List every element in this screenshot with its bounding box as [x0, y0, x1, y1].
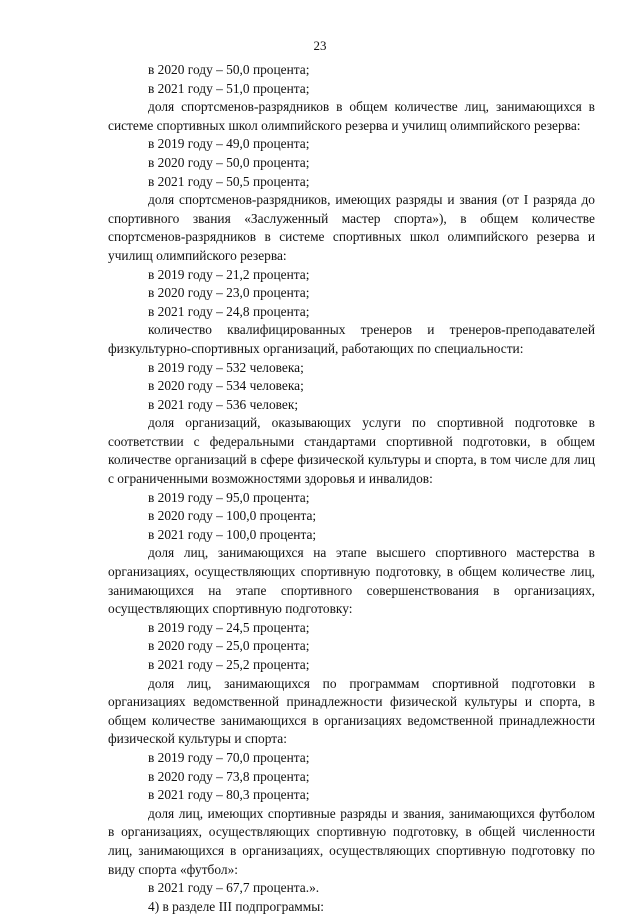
document-body: [108, 61, 595, 916]
list-item: в 2020 году – 25,0 процента;: [148, 638, 310, 654]
paragraph: доля спортсменов-разрядников в общем количестве лиц, занимающихся в системе спортивных школ олимпийского резерва и училищ олимпийского резерва:: [108, 99, 595, 133]
list-item: в 2019 году – 24,5 процента;: [148, 619, 310, 635]
paragraph: доля спортсменов-разрядников, имеющих разряды и звания (от I разряда до спортивного звания «Заслуженный мастер спорта»), в общем количестве спортсменов-разрядников в системе спортивных школ олимпийского резерва и училищ олимпийского резерва:: [108, 192, 595, 263]
list-item: в 2021 году – 536 человек;: [148, 396, 299, 412]
list-item: в 2020 году – 100,0 процента;: [148, 508, 317, 524]
list-item: в 2019 году – 532 человека;: [148, 359, 304, 375]
list-item: в 2021 году – 51,0 процента;: [148, 80, 310, 96]
list-item: в 2020 году – 23,0 процента;: [148, 285, 310, 301]
paragraph: количество квалифицированных тренеров и тренеров-преподавателей физкультурно-спортивных организаций, работающих по специальности:: [108, 322, 595, 356]
paragraph: доля лиц, занимающихся на этапе высшего спортивного мастерства в организациях, осуществляющих спортивную подготовку, в общем количестве лиц, занимающихся на этапе спортивного совершенствования в организациях, осуществляющих спортивную подготовку:: [108, 545, 595, 617]
list-item: в 2020 году – 50,0 процента;: [148, 154, 310, 170]
list-item: в 2020 году – 73,8 процента;: [148, 768, 310, 784]
list-item: в 2019 году – 49,0 процента;: [148, 136, 310, 152]
list-item: в 2019 году – 21,2 процента;: [148, 266, 310, 282]
list-item: в 2021 году – 67,7 процента.».: [148, 880, 320, 896]
list-item: в 2019 году – 95,0 процента;: [148, 489, 310, 505]
paragraph: доля организаций, оказывающих услуги по спортивной подготовке в соответствии с федеральными стандартами спортивной подготовки, в общем количестве организаций в сфере физической культуры и спорта, в том числе для лиц с ограниченными возможностями здоровья и инвалидов:: [108, 415, 595, 487]
list-item: в 2019 году – 70,0 процента;: [148, 749, 310, 765]
list-item: в 2021 году – 25,2 процента;: [148, 657, 310, 672]
list-item: в 2021 году – 50,5 процента;: [148, 173, 310, 189]
list-item: в 2021 году – 24,8 процента;: [148, 303, 310, 319]
list-item: в 2020 году – 534 человека;: [148, 378, 304, 394]
list-item: в 2020 году – 50,0 процента;: [148, 62, 310, 77]
list-item: в 2021 году – 80,3 процента;: [148, 787, 310, 803]
list-item: в 2021 году – 100,0 процента;: [148, 526, 317, 542]
paragraph: доля лиц, имеющих спортивные разряды и звания, занимающихся футболом в организациях, осуществляющих спортивную подготовку, в общей численности лиц, занимающихся в организациях, осуществляющих спортивную подготовку по виду спорта «футбол»:: [108, 805, 595, 877]
section-heading: 4) в разделе III подпрограммы:: [148, 898, 324, 914]
paragraph: доля лиц, занимающихся по программам спортивной подготовки в организациях ведомственной принадлежности физической культуры и спорта, в общем количестве занимающихся в организациях ведомственной принадлежности физической культуры и спорта:: [108, 675, 595, 747]
page-number: 23: [313, 38, 327, 53]
